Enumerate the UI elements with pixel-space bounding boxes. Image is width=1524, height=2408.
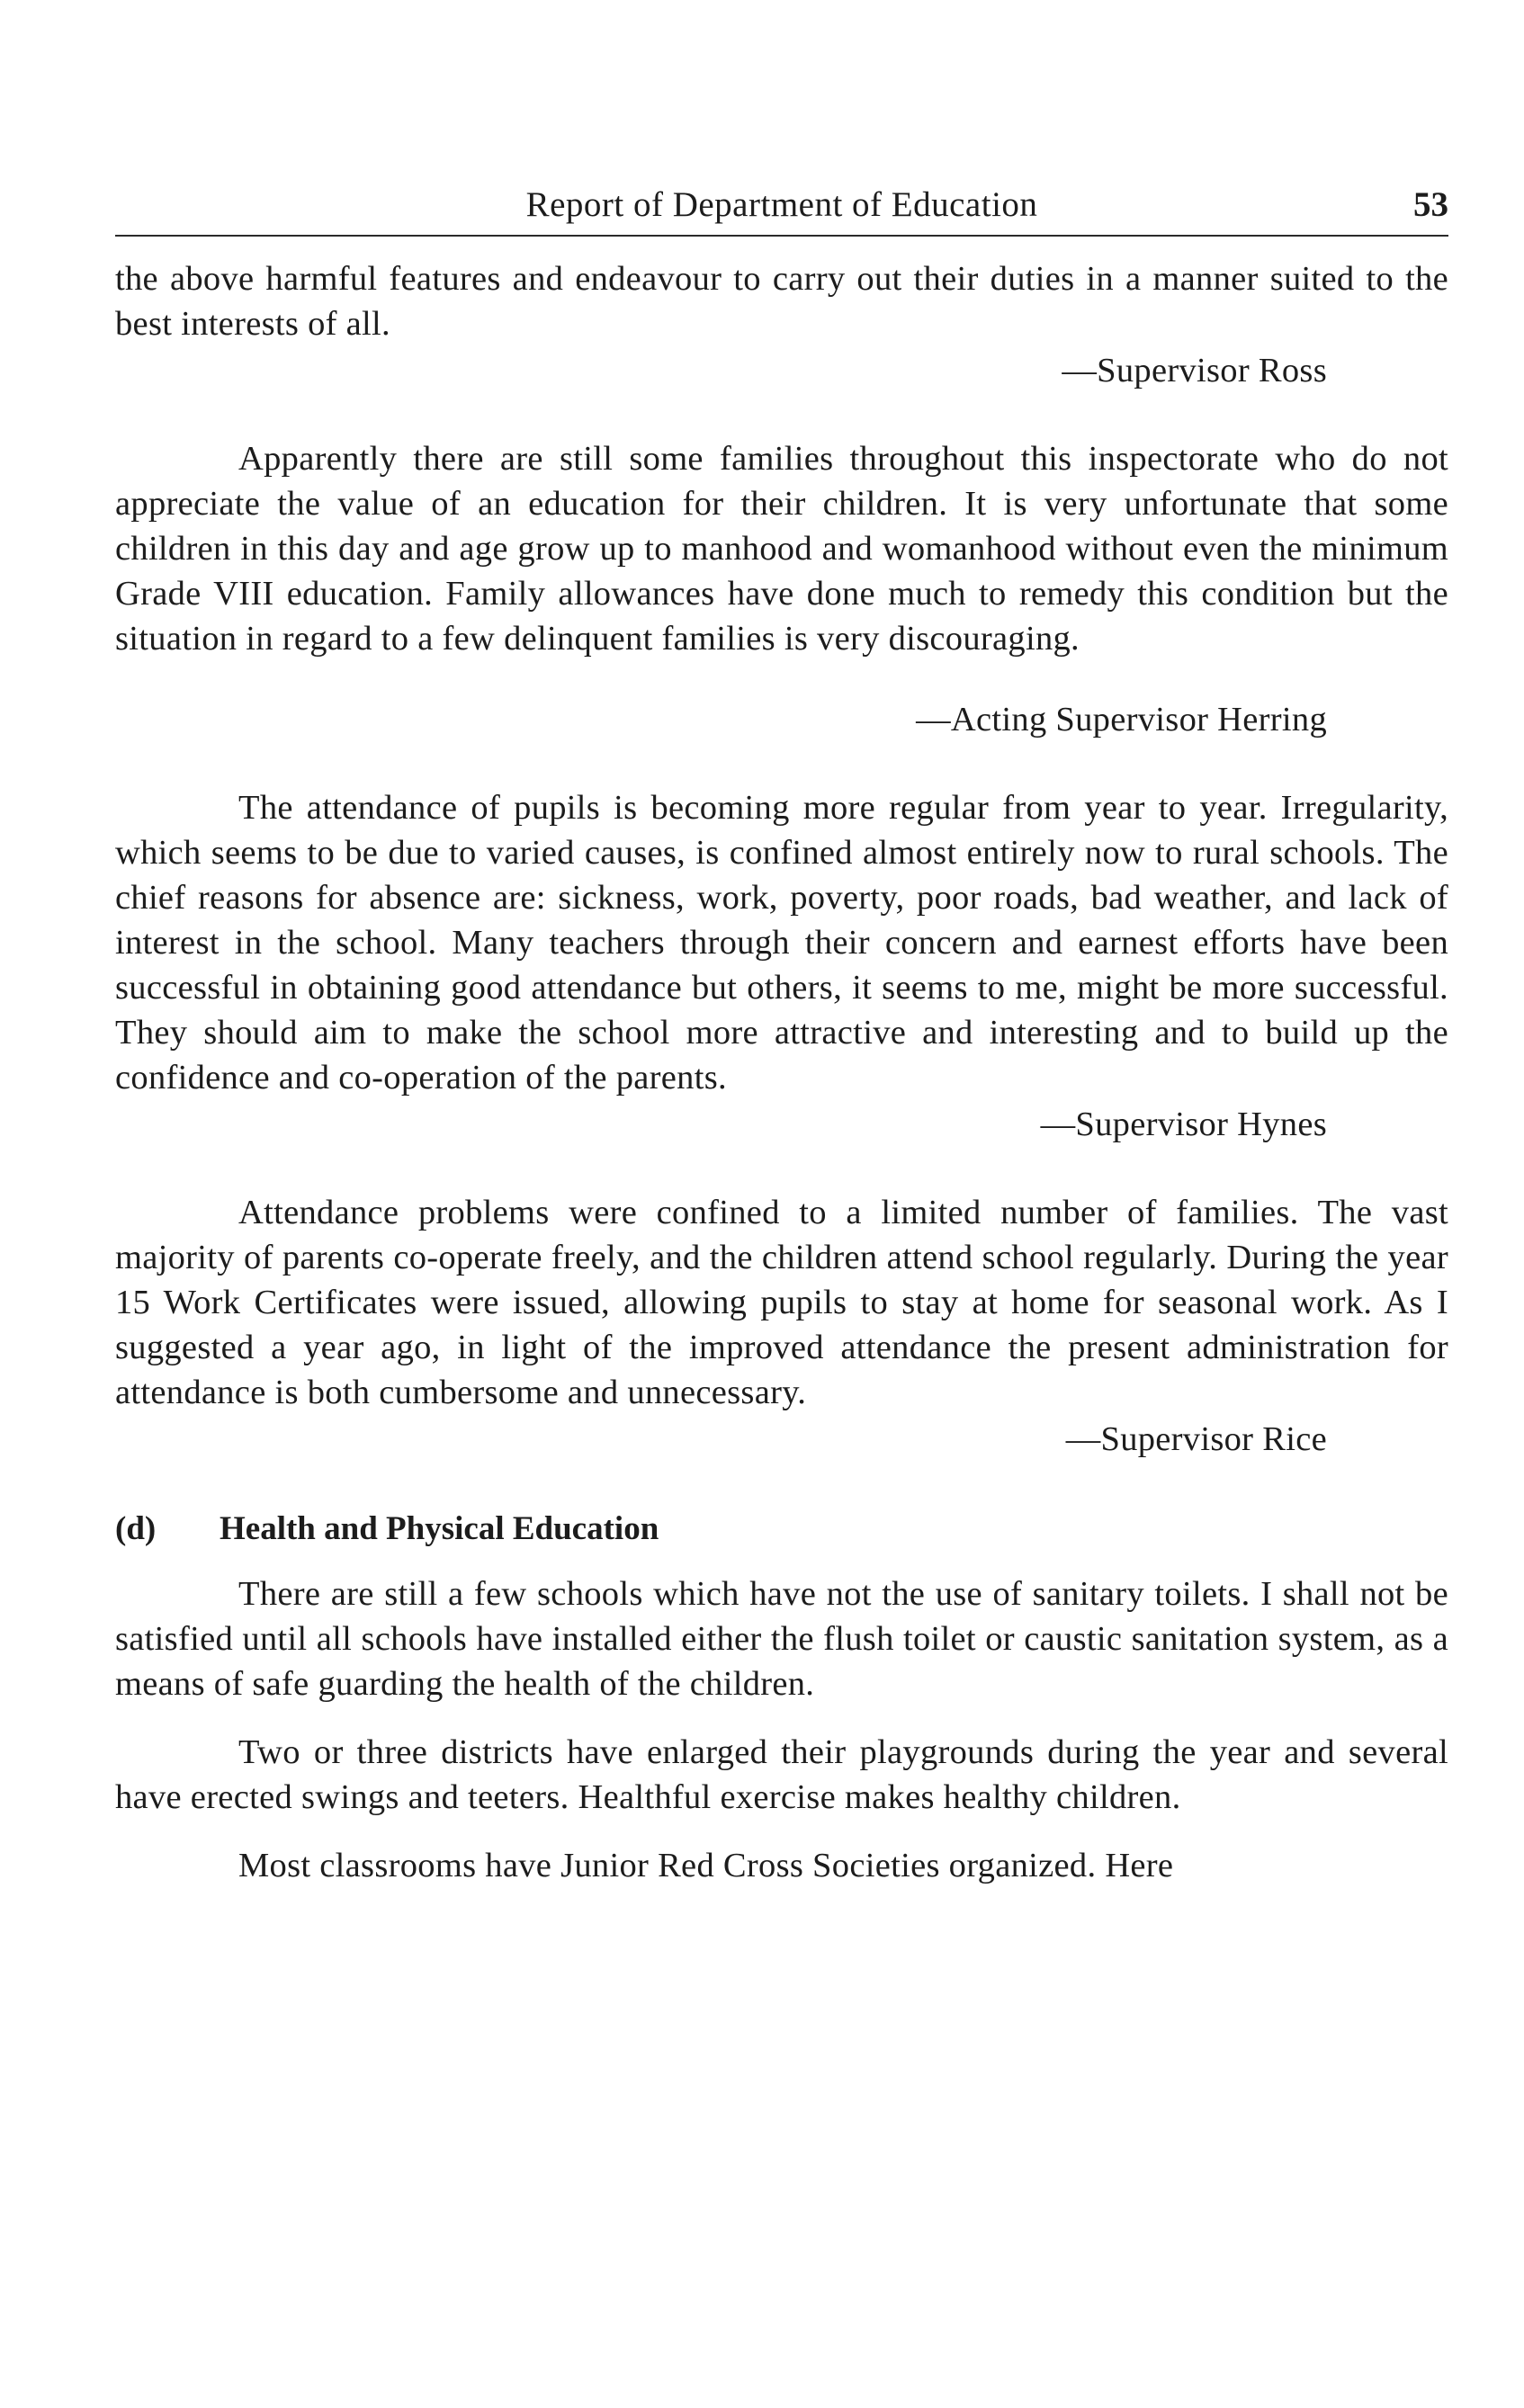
signature-hynes: —Supervisor Hynes [1040,1106,1327,1143]
section-heading [115,1507,1448,1552]
section-title: Health and Physical Education [220,1510,659,1547]
running-title: Report of Department of Education [525,185,1038,224]
signature-ross: —Supervisor Ross [1062,352,1327,389]
paragraph-junior-red-cross: Most classrooms have Junior Red Cross Societies organized. Here [238,1847,1174,1884]
section-label: (d) [115,1510,157,1547]
paragraph-playgrounds: Two or three districts have enlarged their playgrounds during the year and several have erected swings and teeters. Healthful exercise makes healthy children. [115,1733,1448,1816]
running-header [115,175,1448,237]
document-page [115,175,1448,1888]
signature-rice: —Supervisor Rice [1065,1420,1327,1458]
paragraph-attendance-problems: Attendance problems were confined to a limited number of families. The vast majority of parents co-operate freely, and the children attend school regularly. During the year 15 Work Certificates were issued, allowing pupils to stay at home for seasonal work. As I suggested a year ago, in light of the improved attendance the present administration for attendance is both cumbersome and unnecessary. [115,1194,1448,1411]
paragraph-attendance-regular: The attendance of pupils is becoming more regular from year to year. Irregularity, which seems to be due to varied causes, is confined almost entirely now to rural schools. The chief reasons for absence are: sickness, work, poverty, poor roads, bad weather, and lack of interest in the school. Many teachers through their concern and earnest efforts have been successful in obtaining good attendance but others, it seems to me, might be more successful. They should aim to make the school more attractive and interesting and to build up the confidence and co-operation of the parents. [115,789,1448,1097]
page-number: 53 [1413,185,1448,224]
paragraph-sanitary-toilets: There are still a few schools which have not the use of sanitary toilets. I shall not be satisfied until all schools have installed either the flush toilet or caustic sanitation system, as a means of safe guarding the health of the children. [115,1575,1448,1703]
paragraph-continued: the above harmful features and endeavour to carry out their duties in a manner suited to the best interests of all. [115,260,1448,343]
signature-herring: —Acting Supervisor Herring [916,701,1327,739]
page-body [115,256,1448,1888]
paragraph-inspectorate-families: Apparently there are still some families throughout this inspectorate who do not appreciate the value of an education for their children. It is very unfortunate that some children in this day and age grow up to manhood and womanhood without even the minimum Grade VIII education. Family allowances have done much to remedy this condition but the situation in regard to a few delinquent families is very discouraging. [115,440,1448,658]
